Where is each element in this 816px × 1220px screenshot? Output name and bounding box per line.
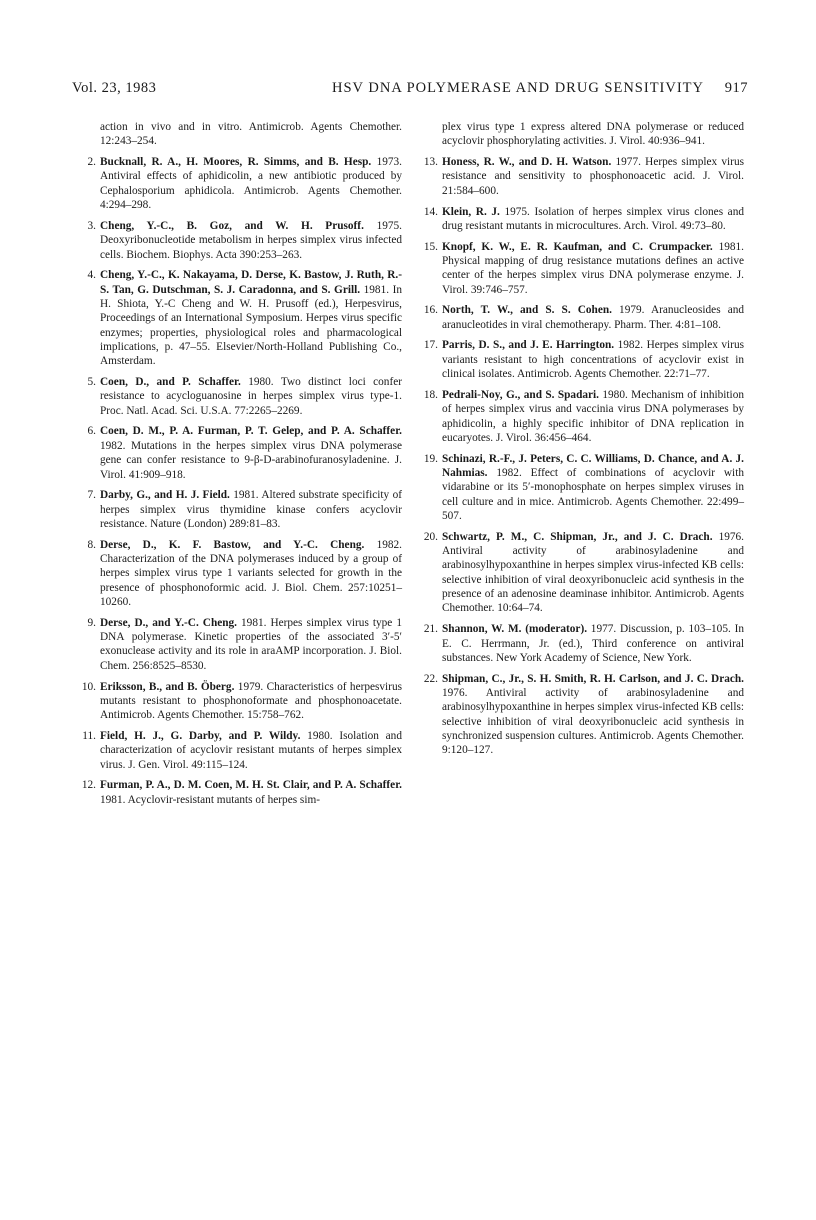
reference-authors: Cheng, Y.-C., K. Nakayama, D. Derse, K. Bastow, J. Ruth, R.-S. Tan, G. Dutschman, S. J. Caradonna, and S. Grill. [100, 269, 402, 296]
reference-number: 14. [423, 205, 438, 218]
reference-authors: Cheng, Y.-C., B. Goz, and W. H. Prusoff. [100, 219, 364, 232]
reference-authors: Schwartz, P. M., C. Shipman, Jr., and J. C. Drach. [442, 530, 713, 543]
reference-text: action in vivo and in vitro. Antimicrob. Agents Chemother. 12:243–254. [100, 121, 402, 148]
reference-authors: Derse, D., K. F. Bastow, and Y.-C. Cheng. [100, 538, 365, 551]
reference-column-left [80, 120, 402, 813]
reference-text: 1979. Aranucleosides and aranucleotides in viral chemotherapy. Pharm. Ther. 4:81–108. [442, 304, 744, 331]
reference-authors: Shannon, W. M. (moderator). [442, 623, 588, 636]
reference-entry [80, 268, 402, 368]
reference-entry [422, 303, 744, 332]
reference-number: 9. [87, 616, 96, 629]
reference-entry [80, 538, 402, 610]
reference-number: 19. [423, 452, 438, 465]
reference-text: 1980. Two distinct loci confer resistance to acycloguanosine in herpes simplex virus type-1. Proc. Natl. Acad. Sci. U.S.A. 77:2265–2269. [100, 376, 402, 417]
reference-text: 1973. Antiviral effects of aphidicolin, a new antibiotic produced by Cephalosporium aphidicola. Antimicrob. Agents Chemother. 4:294–298. [100, 156, 402, 212]
running-header [72, 80, 748, 102]
reference-text: 1977. Herpes simplex virus resistance and sensitivity to phosphonoacetic acid. J. Virol. 21:584–600. [442, 156, 744, 197]
reference-entry [422, 672, 744, 758]
reference-text: 1980. Isolation and characterization of acyclovir resistant mutants of herpes simplex virus. J. Gen. Virol. 49:115–124. [100, 729, 402, 771]
reference-text: plex virus type 1 express altered DNA polymerase or reduced acyclovir phosphorylating activities. J. Virol. 40:936–941. [442, 121, 744, 148]
reference-entry [422, 205, 744, 234]
reference-text: 1975. Deoxyribonucleotide metabolism in herpes simplex virus infected cells. Biochem. Biophys. Acta 390:253–263. [100, 219, 402, 261]
reference-text: 1975. Isolation of herpes simplex virus clones and drug resistant mutants in microcultures. Arch. Virol. 49:73–80. [442, 205, 744, 232]
reference-authors: Coen, D., and P. Schaffer. [100, 376, 241, 389]
reference-text: 1976. Antiviral activity of arabinosyladenine and arabinosylhypoxanthine in herpes simplex virus-infected KB cells: selective inhibition of viral deoxyribonucleic acid synthesis in synchronized suspension cultures. Antimicrob. Agents Chemother. 9:120–127. [442, 686, 744, 757]
reference-authors: Knopf, K. W., E. R. Kaufman, and C. Crumpacker. [442, 240, 713, 253]
reference-number: 10. [81, 680, 96, 693]
reference-number: 8. [87, 538, 96, 551]
reference-text: 1981. Altered substrate specificity of herpes simplex virus thymidine kinase confers acyclovir resistance. Nature (London) 289:81–83. [100, 489, 402, 530]
reference-entry [422, 452, 744, 524]
reference-authors: Pedrali-Noy, G., and S. Spadari. [442, 388, 599, 401]
reference-entry [80, 375, 402, 418]
reference-text: 1979. Characteristics of herpesvirus mutants resistant to phosphonoformate and phosphonoacetate. Antimicrob. Agents Chemother. 15:758–762. [100, 680, 402, 722]
reference-number: 15. [423, 240, 438, 253]
reference-authors: Furman, P. A., D. M. Coen, M. H. St. Clair, and P. A. Schaffer. [100, 779, 402, 792]
page-number: 917 [724, 80, 748, 96]
reference-authors: Schinazi, R.-F., J. Peters, C. C. Williams, D. Chance, and A. J. Nahmias. [442, 452, 744, 479]
reference-entry [80, 155, 402, 212]
reference-entry [80, 120, 402, 149]
reference-number: 2. [87, 156, 96, 169]
reference-text: 1982. Characterization of the DNA polymerases induced by a group of herpes simplex virus type 1 variants selected for growth in the presence of phosphonoformic acid. J. Biol. Chem. 257:10251–10260. [100, 538, 402, 609]
reference-entry [80, 729, 402, 772]
reference-authors: Parris, D. S., and J. E. Harrington. [442, 339, 615, 352]
reference-number: 20. [423, 530, 438, 543]
reference-number: 12. [81, 779, 96, 792]
reference-number: 7. [87, 489, 96, 502]
reference-number: 11. [82, 729, 96, 742]
reference-text: 1977. Discussion, p. 103–105. In E. C. Herrmann, Jr. (ed.), Third conference on antiviral substances. New York Academy of Science, New York. [442, 623, 744, 664]
reference-authors: Eriksson, B., and B. Öberg. [100, 680, 235, 693]
reference-number: 3. [87, 219, 96, 232]
reference-entry [80, 778, 402, 807]
reference-text: 1982. Mutations in the herpes simplex virus DNA polymerase gene can confer resistance to 9-β-D-arabinofuranosyladenine. J. Virol. 41:909–918. [100, 439, 402, 481]
reference-number: 21. [423, 623, 438, 636]
reference-number: 17. [423, 339, 438, 352]
reference-number: 16. [423, 304, 438, 317]
reference-text: 1982. Effect of combinations of acyclovir with vidarabine or its 5′-monophosphate on herpes simplex viruses in cell culture and in mice. Antimicrob. Agents Chemother. 22:499–507. [442, 466, 744, 522]
reference-authors: Bucknall, R. A., H. Moores, R. Simms, and B. Hesp. [100, 156, 372, 169]
reference-entry [422, 120, 744, 149]
reference-number: 18. [423, 388, 438, 401]
reference-entry [80, 424, 402, 481]
reference-entry [80, 616, 402, 673]
reference-entry [80, 219, 402, 262]
reference-entry [422, 338, 744, 381]
reference-text: 1981. Acyclovir-resistant mutants of herpes sim- [100, 793, 321, 806]
reference-authors: Honess, R. W., and D. H. Watson. [442, 156, 612, 169]
reference-text: 1981. In H. Shiota, Y.-C Cheng and W. H. Prusoff (ed.), Herpesvirus, Proceedings of an International Symposium. Herpes virus specific enzymes; properties, physiological roles and pharmacological implications, p. 47–55. Elsevier/North-Holland Publishing Co., Amsterdam. [100, 283, 402, 368]
reference-text: 1982. Herpes simplex virus variants resistant to high concentrations of acyclovir exist in clinical isolates. Antimicrob. Agents Chemother. 22:71–77. [442, 339, 744, 381]
reference-entry [422, 622, 744, 665]
reference-number: 5. [87, 376, 96, 389]
reference-authors: Coen, D. M., P. A. Furman, P. T. Gelep, and P. A. Schaffer. [100, 425, 402, 438]
reference-entry [422, 155, 744, 198]
reference-number: 13. [423, 156, 438, 169]
reference-text: 1981. Herpes simplex virus type 1 DNA polymerase. Kinetic properties of the associated 3′-5′ exonuclease activity and its role in araAMP incorporation. J. Biol. Chem. 256:8525–8530. [100, 616, 402, 672]
reference-entry [422, 240, 744, 297]
reference-number: 22. [423, 672, 438, 685]
reference-entry [80, 680, 402, 723]
reference-entry [80, 488, 402, 531]
reference-authors: Darby, G., and H. J. Field. [100, 489, 230, 502]
reference-text: 1976. Antiviral activity of arabinosyladenine and arabinosylhypoxanthine in herpes simplex virus-infected KB cells: selective inhibition of viral deoxyribonucleic acid synthesis in the presence of an adenosine deaminase inhibitor. Antimicrob. Agents Chemother. 10:64–74. [442, 530, 745, 615]
reference-authors: Derse, D., and Y.-C. Cheng. [100, 616, 237, 629]
reference-number: 4. [87, 269, 96, 282]
reference-text: 1981. Physical mapping of drug resistance mutations defines an active center of the herpes simplex virus DNA polymerase enzyme. J. Virol. 39:746–757. [442, 240, 744, 296]
reference-text: 1980. Mechanism of inhibition of herpes simplex virus and vaccinia virus DNA polymerases by aphidicolin, a highly specific inhibitor of DNA replication in eucaryotes. J. Virol. 36:456–464. [442, 388, 744, 444]
reference-authors: Shipman, C., Jr., S. H. Smith, R. H. Carlson, and J. C. Drach. [442, 672, 744, 685]
reference-entry [422, 530, 744, 616]
reference-authors: Field, H. J., G. Darby, and P. Wildy. [100, 729, 301, 742]
reference-authors: North, T. W., and S. S. Cohen. [442, 304, 612, 317]
reference-authors: Klein, R. J. [442, 205, 500, 218]
reference-number: 6. [87, 425, 96, 438]
running-title: HSV DNA POLYMERASE AND DRUG SENSITIVITY [332, 80, 705, 96]
reference-column-right [422, 120, 744, 764]
volume-label: Vol. 23, 1983 [72, 80, 157, 96]
reference-entry [422, 388, 744, 445]
